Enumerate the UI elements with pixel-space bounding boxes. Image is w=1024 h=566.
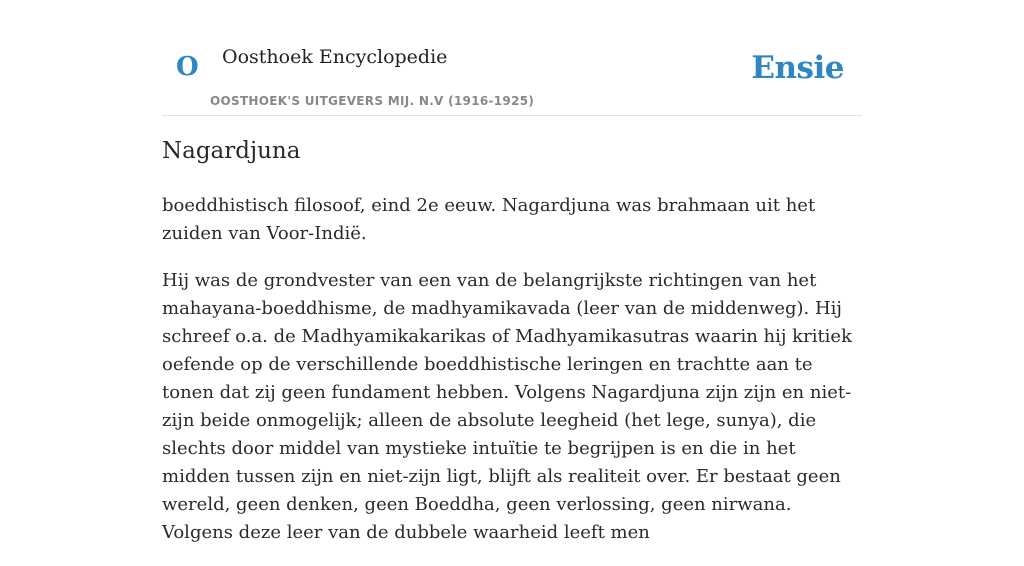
source-publisher: OOSTHOEK'S UITGEVERS MIJ. N.V (1916-1925) [210,94,535,108]
brand-logo[interactable]: Ensie [751,50,844,86]
article-paragraph: Hij was de grondvester van een van de belangrijkste richtingen van het mahayana-boeddhisme, de madhyamikavada (leer van de middenweg). Hij schreef o.a. de Madhyamikakarikas of Madhyamikasutras waarin hij kritiek oefende op de verschillende boeddhistische leringen en trachtte aan te tonen dat zij geen fundament hebben. Volgens Nagardjuna zijn zijn en niet-zijn beide onmogelijk; alleen de absolute leegheid (het lege, sunya), die slechts door middel van mystieke intuïtie te begrijpen is en die in het midden tussen zijn en niet-zijn ligt, blijft als realiteit over. Er bestaat geen wereld, geen denken, geen Boeddha, geen verlossing, geen nirwana. Volgens deze leer van de dubbele waarheid leeft men [162,270,852,543]
source-header [162,30,862,116]
source-logo[interactable]: O [176,52,199,82]
article-paragraph: boeddhistisch filosoof, eind 2e eeuw. Nagardjuna was brahmaan uit het zuiden van Voor-Indië. [162,195,816,244]
article-title: Nagardjuna [162,138,301,164]
article-body [162,192,862,566]
source-title[interactable]: Oosthoek Encyclopedie [222,46,448,68]
